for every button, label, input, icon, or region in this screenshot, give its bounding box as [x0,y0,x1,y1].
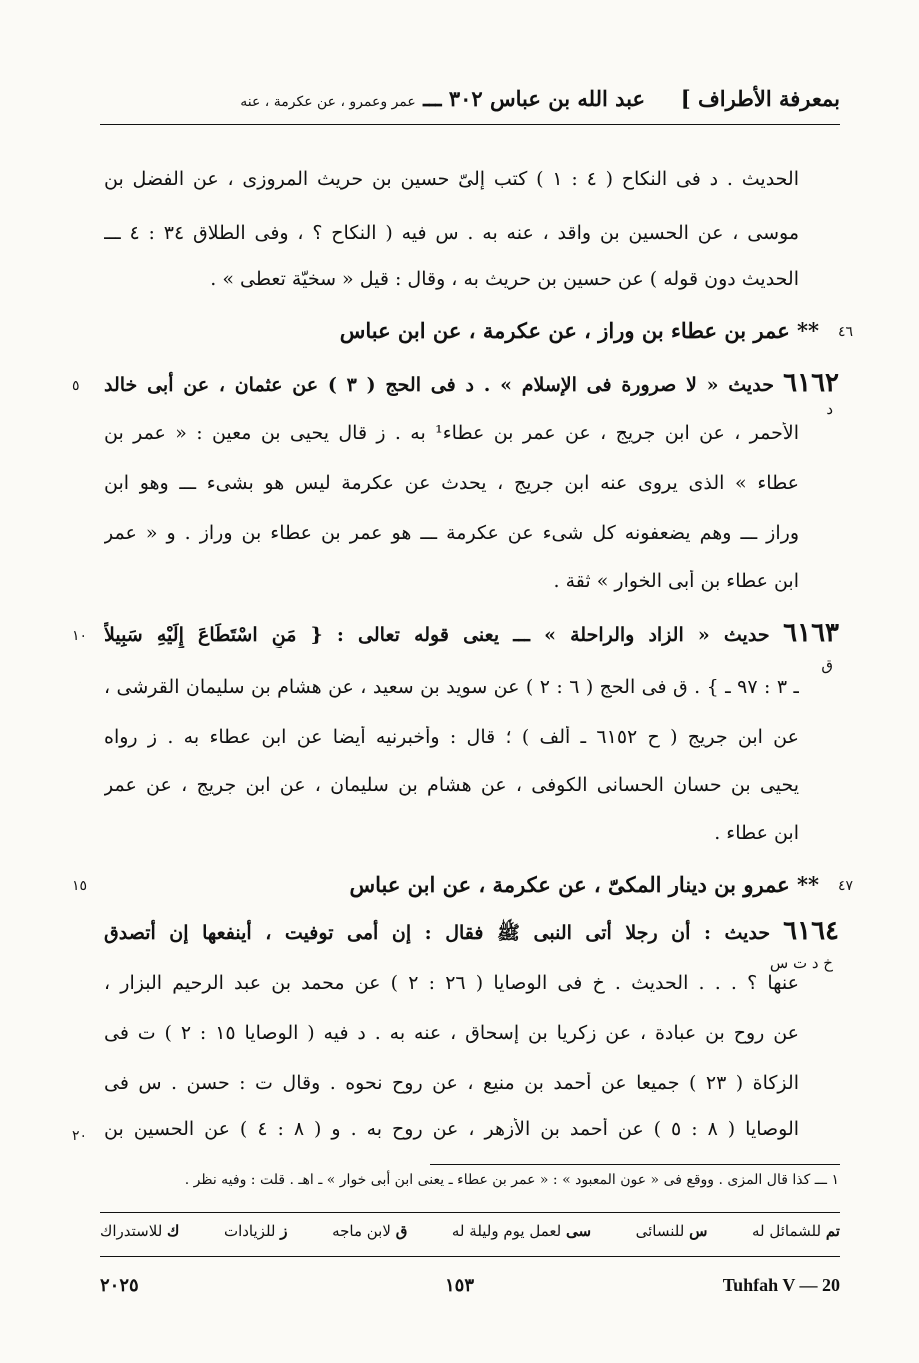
hadith-text: حديث « الزاد والراحلة » ـــ يعنى قوله تعالى : { مَنِ اسْتَطَاعَ إِلَيْهِ سَبِيلاً [104,624,770,646]
hadith-number: ٦١٦٢ [783,368,839,398]
abbrev-rule-top [100,1212,840,1213]
section-heading: ** عمر بن عطاء بن وراز ، عن عكرمة ، عن ابن عباس [339,318,819,343]
footnote-rule [430,1164,840,1165]
hadith-line: ـ ٣ : ٩٧ ـ } . ق فى الحج ( ٦ : ٢ ) عن سويد بن سعيد ، عن هشام بن سليمان القرشى ، [104,676,799,698]
hadith-number: ٦١٦٣ [783,618,839,648]
header-rule [100,124,840,125]
hadith-line: وراز ـــ وهم يضعفونه كل شىء عن عكرمة ـــ هو عمر بن عطاء بن وراز . و « عمر [104,522,799,544]
margin-number: ٤٦ [838,324,854,340]
hadith-line: عطاء » الذى يروى عنه ابن جريج ، يحدث عن عكرمة ليس هو بشىء ـــ وهو ابن [104,472,799,494]
text-line: الحديث . د فى النكاح ( ٤ : ١ ) كتب إلىّ حسين بن حريث المروزى ، عن الفضل بن [104,168,799,190]
header-center-bold: عبد الله بن عباس ٣٠٢ ـــ [423,86,645,111]
hadith-text: حديث « لا صرورة فى الإسلام » . د فى الحج ( ٣ ) عن عثمان ، عن أبى خالد [104,374,774,396]
header-right: بمعرفة الأطراف ] [680,86,840,111]
abbrev-item: ز للزيادات [223,1222,288,1240]
hadith-line: الزكاة ( ٢٣ ) جميعا عن أحمد بن منيع ، عن روح نحوه . وقال ت : حسن . س فى [104,1072,799,1094]
text-line: الحديث دون قوله ) عن حسين بن حريث به ، وقال : قيل « سخيّة تعطى » . [210,268,799,290]
page-number: ١٥٣ [445,1275,475,1296]
hadith-line: ابن عطاء . [714,822,799,844]
hadith-text: حديث : أن رجلا أتى النبى ﷺ فقال : إن أمى توفيت ، أينفعها إن أتصدق [104,922,771,944]
hadith-line [104,618,839,648]
abbrev-item: تم للشمائل له [751,1222,840,1240]
hadith-line [104,916,839,949]
hadith-line: الوصايا ( ٨ : ٥ ) عن أحمد بن الأزهر ، عن روح به . و ( ٨ : ٤ ) عن الحسين بن [104,1118,799,1140]
footer-signature-number: ٢٠٢٥ [100,1275,139,1296]
abbrev-item: ق لابن ماجه [332,1222,408,1240]
hadith-sigla: خ د ت س [769,954,833,972]
margin-number: ٤٧ [838,878,854,894]
abbrev-rule-bottom [100,1256,840,1257]
hadith-line: عنها ؟ . . . الحديث . خ فى الوصايا ( ٢٦ : ٢ ) عن محمد بن عبد الرحيم البزار ، [104,972,799,994]
abbreviations-key [100,1222,840,1240]
margin-line-number: ١٥ [72,878,88,894]
abbrev-item: سى لعمل يوم وليلة له [451,1222,592,1240]
hadith-sigla: د [826,400,833,418]
hadith-sigla: ق [821,656,833,674]
footer-volume-label: Tuhfah V — 20 [722,1275,840,1295]
hadith-line [104,368,839,398]
header-center [240,86,645,111]
hadith-line: الأحمر ، عن ابن جريج ، عن عمر بن عطاء¹ به . ز قال يحيى بن معين : « عمر بن [104,422,799,444]
hadith-line: ابن عطاء بن أبى الخوار » ثقة . [553,570,799,592]
hadith-line: يحيى بن حسان الحسانى الكوفى ، عن هشام بن سليمان ، عن ابن جريج ، عن عمر [104,774,799,796]
page-footer [100,1275,840,1305]
abbrev-item: ك للاستدراك [100,1222,180,1240]
margin-line-number: ١٠ [72,628,88,644]
hadith-line: عن روح بن عبادة ، عن زكريا بن إسحاق ، عنه به . د فيه ( الوصايا ١٥ : ٢ ) ت فى [104,1022,799,1044]
footnote: ١ ـــ كذا قال المزى . ووقع فى « عون المعبود » : « عمر بن عطاء ـ يعنى ابن أبى خوار » ـ اهـ . قلت : وفيه نظر . [184,1172,839,1188]
running-header [100,82,840,120]
abbrev-item: س للنسائى [635,1222,708,1240]
section-heading: ** عمرو بن دينار المكىّ ، عن عكرمة ، عن ابن عباس [349,872,819,897]
hadith-line: عن ابن جريج ( ح ٦١٥٢ ـ ألف ) ؛ قال : وأخبرنيه أيضا عن ابن عطاء به . ز رواه [104,726,799,748]
margin-line-number: ٢٠ [72,1128,88,1144]
header-center-small: عمر وعمرو ، عن عكرمة ، عنه [240,94,416,110]
hadith-number: ٦١٦٤ [783,916,839,946]
margin-line-number: ٥ [72,378,80,394]
text-line: موسى ، عن الحسين بن واقد ، عنه به . س فيه ( النكاح ؟ ، وفى الطلاق ٣٤ : ٤ ـــ [104,222,799,244]
